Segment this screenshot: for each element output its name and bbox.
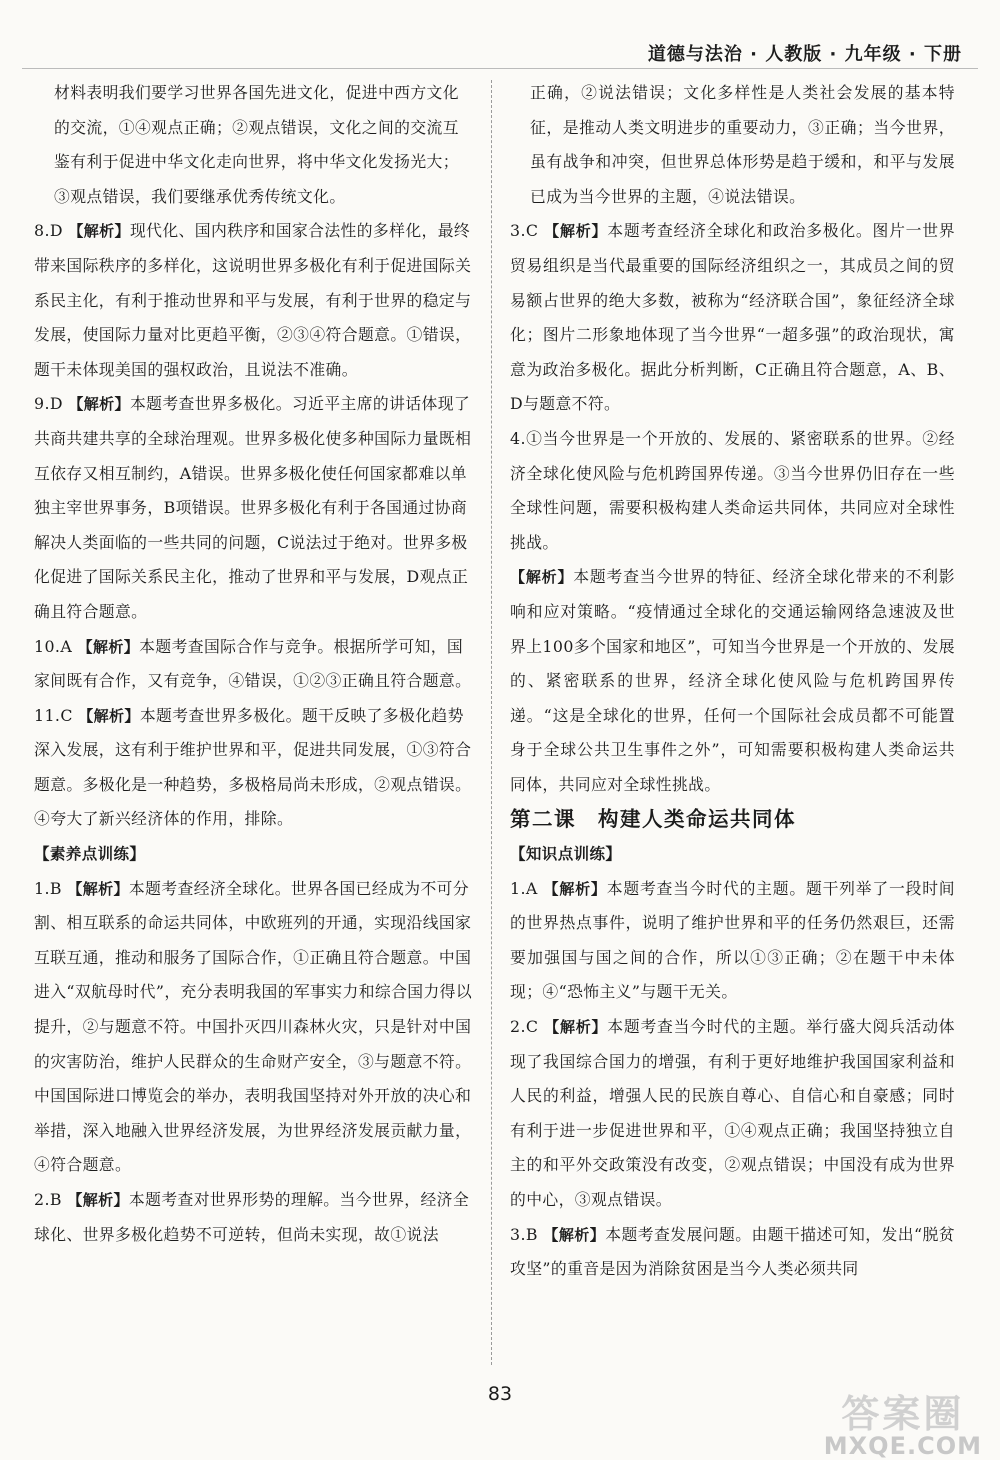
analysis-label: 【解析】 xyxy=(544,1018,608,1037)
watermark-logo xyxy=(824,1383,982,1460)
answer-item-k3: 3.B 【解析】本题考查发展问题。由题干描述可知，发出“脱贫攻坚”的重音是因为消除贫困是当今人类必须共同 xyxy=(510,1224,955,1279)
watermark-url: MXQE.COM xyxy=(823,1432,982,1460)
analysis-label: 【解析】 xyxy=(67,1191,129,1209)
left-column xyxy=(34,76,474,1370)
answer-item-10: 10.A 【解析】本题考查国际合作与竞争。根据所学可知，国家间既有合作，又有竞争，④错误，①②③正确且符合题意。 xyxy=(34,636,472,691)
column-divider xyxy=(491,80,492,1365)
answer-item-k1: 1.A 【解析】本题考查当今时代的主题。题干列举了一段时间的世界热点事件，说明了维护世界和平的任务仍然艰巨，还需要加强国与国之间的合作，所以①③正确；②在题干中未体现；④“恐怖主义”与题干无关。 xyxy=(510,878,955,1002)
analysis-label: 【解析】 xyxy=(67,879,129,898)
answer-item-8: 8.D 【解析】现代化、国内秩序和国家合法性的多样化，最终带来国际秩序的多样化，这说明世界多极化有利于促进国际关系民主化，有利于推动世界和平与发展，有利于世界的稳定与发展，使国际力量对比更趋平衡，②③④符合题意。①错误，题干未体现美国的强权政治，且说法不准确。 xyxy=(34,221,472,379)
analysis-label: 【解析】 xyxy=(68,395,130,414)
answer-item-11: 11.C 【解析】本题考查世界多极化。题干反映了多极化趋势深入发展，这有利于维护世界和平，促进共同发展，①③符合题意。多极化是一种趋势，多极格局尚未形成，②观点错误。④夸大了新兴经济体的作用，排除。 xyxy=(34,705,472,829)
analysis-label: 【解析】 xyxy=(78,706,140,725)
analysis-label: 【解析】 xyxy=(510,568,574,587)
answer-paragraph: 材料表明我们要学习世界各国先进文化，促进中西方文化的交流，①④观点正确；②观点错误，文化之间的交流互鉴有利于促进中华文化走向世界，将中华文化发扬光大；③观点错误，我们要继承优秀传统文化。 xyxy=(54,83,459,206)
page-header-title: 道德与法治 · 人教版 · 九年级 · 下册 xyxy=(647,44,962,65)
right-column xyxy=(510,76,955,1370)
section-heading: 【素养点训练】 xyxy=(34,845,146,864)
analysis-label: 【解析】 xyxy=(77,637,140,656)
answer-item-4: 4.①当今世界是一个开放的、发展的、紧密联系的世界。②经济全球化使风险与危机跨国界传递。③当今世界仍旧存在一些全球性问题，需要积极构建人类命运共同体，共同应对全球性挑战。 xyxy=(510,428,955,552)
analysis-label: 【解析】 xyxy=(544,222,608,241)
answer-paragraph: 正确，②说法错误；文化多样性是人类社会发展的基本特征，是推动人类文明进步的重要动力，③正确；当今世界，虽有战争和冲突，但世界总体形势是趋于缓和，和平与发展已成为当今世界的主题，④说法错误。 xyxy=(530,83,955,206)
watermark-text: 答案圈 xyxy=(841,1392,965,1436)
section-heading: 【知识点训练】 xyxy=(510,845,622,864)
lesson-title: 第二课 构建人类命运共同体 xyxy=(510,807,796,832)
answer-item-k2: 2.C 【解析】本题考查当今时代的主题。举行盛大阅兵活动体现了我国综合国力的增强，有利于更好地维护我国国家利益和人民的利益，增强人民的民族自尊心、自信心和自豪感；同时有利于进一步促进世界和平，①④观点正确；我国坚持独立自主的和平外交政策没有改变，②观点错误；中国没有成为世界的中心，③观点错误。 xyxy=(510,1017,955,1209)
analysis-label: 【解析】 xyxy=(543,1225,606,1244)
page-number: 83 xyxy=(487,1383,513,1405)
analysis-label: 【解析】 xyxy=(543,879,607,898)
answer-item-s1: 1.B 【解析】本题考查经济全球化。世界各国已经成为不可分割、相互联系的命运共同体，中欧班列的开通，实现沿线国家互联互通，推动和服务了国际合作，①正确且符合题意。中国进入“双航母时代”，充分表明我国的军事实力和综合国力得以提升，②与题意不符。中国扑灭四川森林火灾，只是针对中国的灾害防治，维护人民群众的生命财产安全，③与题意不符。中国国际进口博览会的举办，表明我国坚持对外开放的决心和举措，深入地融入世界经济发展，为世界经济发展贡献力量，④符合题意。 xyxy=(34,878,473,1175)
answer-item-4-analysis: 【解析】本题考查当今世界的特征、经济全球化带来的不利影响和应对策略。“疫情通过全球化的交通运输网络急速波及世界上100多个国家和地区”，可知当今世界是一个开放的、发展的、紧密联系的世界，经济全球化使风险与危机跨国界传递。“这是全球化的世界，任何一个国际社会成员都不可能置身于全球公共卫生事件之外”，可知需要积极构建人类命运共同体，共同应对全球性挑战。 xyxy=(510,567,955,794)
header-divider xyxy=(22,68,978,69)
answer-item-3: 3.C 【解析】本题考查经济全球化和政治多极化。图片一世界贸易组织是当代最重要的国际经济组织之一，其成员之间的贸易额占世界的绝大多数，被称为“经济联合国”，象征经济全球化；图片二形象地体现了当今世界“一超多强”的政治现状，寓意为政治多极化。据此分析判断，C正确且符合题意，A、B、D与题意不符。 xyxy=(510,221,955,414)
answer-item-9: 9.D 【解析】本题考查世界多极化。习近平主席的讲话体现了共商共建共享的全球治理观。世界多极化使多种国际力量既相互依存又相互制约，A错误。世界多极化使任何国家都难以单独主宰世界事务，B项错误。世界多极化有利于各国通过协商解决人类面临的一些共同的问题，C说法过于绝对。世界多极化促进了国际关系民主化，推动了世界和平与发展，D观点正确且符合题意。 xyxy=(34,394,472,621)
answer-item-s2: 2.B 【解析】本题考查对世界形势的理解。当今世界，经济全球化、世界多极化趋势不可逆转，但尚未实现，故①说法 xyxy=(34,1190,470,1244)
analysis-label: 【解析】 xyxy=(68,222,130,241)
